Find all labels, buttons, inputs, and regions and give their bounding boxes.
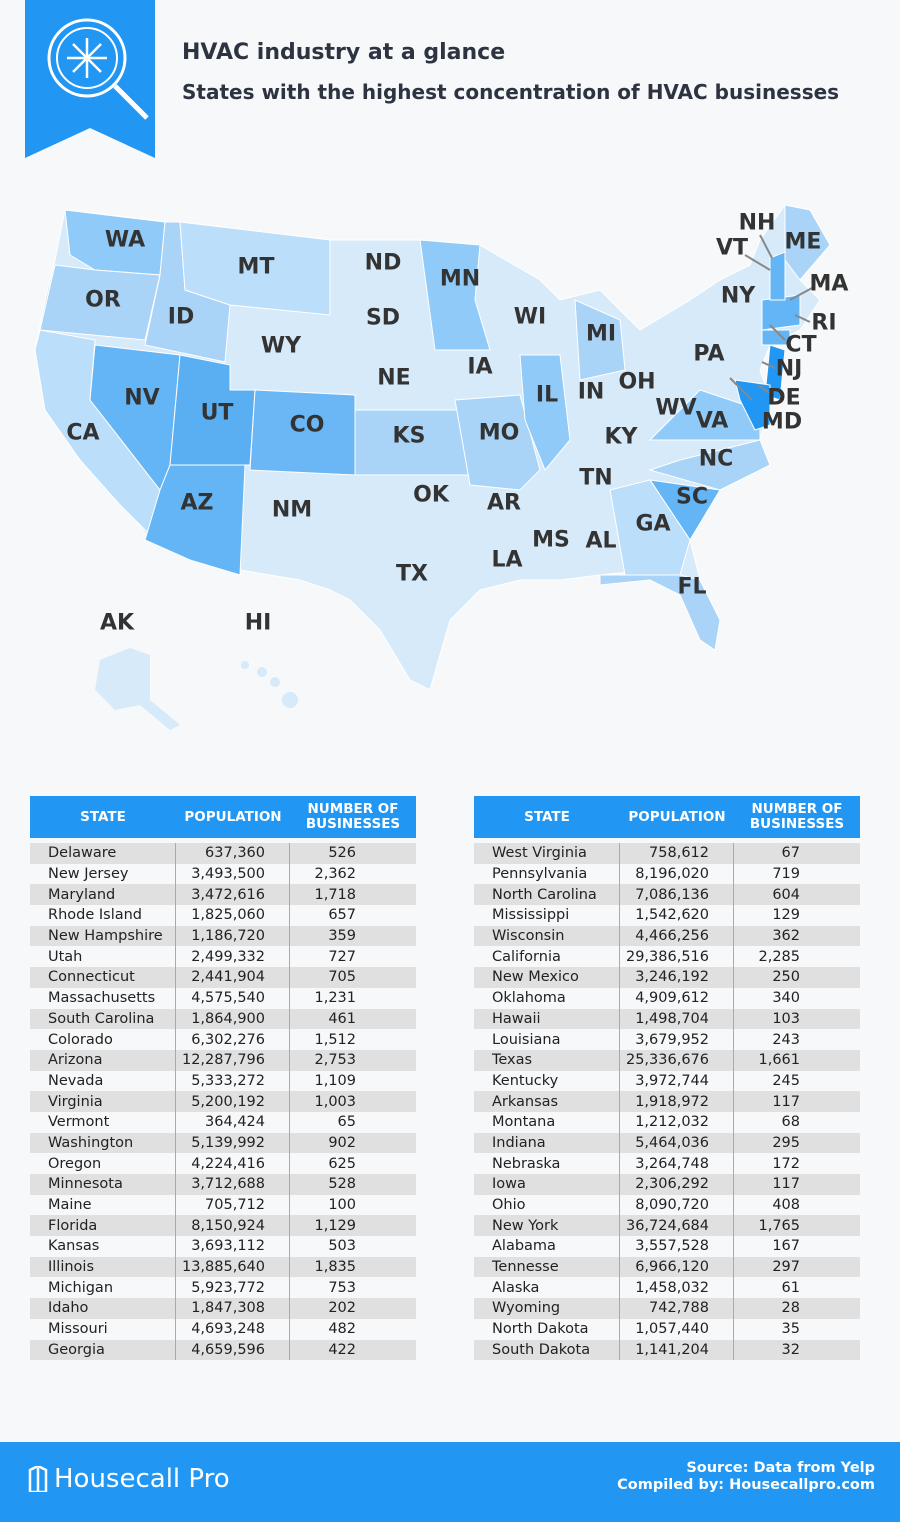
- population-cell: 1,864,900: [176, 1009, 290, 1030]
- table-row: [474, 1153, 860, 1174]
- table-row: [474, 884, 860, 905]
- population-cell: 1,186,720: [176, 926, 290, 947]
- brand-name: Housecall Pro: [54, 1464, 230, 1494]
- state-cell: Indiana: [474, 1133, 620, 1154]
- businesses-cell: 528: [328, 1176, 356, 1193]
- businesses-cell: 32: [781, 1341, 800, 1358]
- header-businesses: NUMBER OF BUSINESSES: [305, 801, 401, 832]
- businesses-cell: 67: [781, 845, 800, 862]
- header-population: POPULATION: [184, 809, 282, 825]
- population-cell: 705,712: [176, 1195, 290, 1216]
- businesses-cell: 1,835: [314, 1259, 356, 1276]
- population-cell: 5,139,992: [176, 1133, 290, 1154]
- hawaii-shape: [241, 661, 298, 708]
- table-row: [474, 1009, 860, 1030]
- state-cell: Kansas: [30, 1236, 176, 1257]
- population-cell: 3,472,616: [176, 884, 290, 905]
- state-cell: Florida: [30, 1215, 176, 1236]
- state-cell: Tennesse: [474, 1257, 620, 1278]
- table-row: [474, 905, 860, 926]
- table-body: [474, 843, 860, 1360]
- businesses-cell: 1,231: [314, 990, 356, 1007]
- table-row: [474, 1133, 860, 1154]
- table-row: [30, 1071, 416, 1092]
- businesses-cell: 625: [328, 1155, 356, 1172]
- table-row: [30, 1091, 416, 1112]
- state-label: DE: [767, 385, 801, 411]
- table-row: [30, 1153, 416, 1174]
- population-cell: 3,246,192: [620, 967, 734, 988]
- population-cell: 29,386,516: [620, 946, 734, 967]
- state-label: NM: [271, 497, 313, 523]
- state-label: MI: [585, 321, 617, 347]
- table-row: [30, 864, 416, 885]
- businesses-cell: 362: [772, 928, 800, 945]
- state-label: IN: [577, 379, 605, 405]
- table-row: [30, 1257, 416, 1278]
- businesses-cell: 1,718: [314, 886, 356, 903]
- table-row: [474, 1319, 860, 1340]
- table-row: [30, 1340, 416, 1361]
- businesses-cell: 2,362: [314, 866, 356, 883]
- state-label: OH: [618, 369, 656, 395]
- state-cell: Hawaii: [474, 1009, 620, 1030]
- table-row: [474, 1277, 860, 1298]
- state-cell: Wisconsin: [474, 926, 620, 947]
- state-cell: Nebraska: [474, 1153, 620, 1174]
- state-label: SC: [676, 484, 708, 510]
- table-row: [474, 1215, 860, 1236]
- businesses-cell: 1,512: [314, 1031, 356, 1048]
- state-label: CO: [289, 412, 325, 438]
- businesses-cell: 100: [328, 1197, 356, 1214]
- businesses-cell: 202: [328, 1300, 356, 1317]
- states-table-left: [30, 796, 416, 1360]
- state-cell: West Virginia: [474, 843, 620, 864]
- state-cell: Alabama: [474, 1236, 620, 1257]
- table-header: [30, 796, 416, 838]
- state-cell: Montana: [474, 1112, 620, 1133]
- state-cell: Wyoming: [474, 1298, 620, 1319]
- state-cell: New Mexico: [474, 967, 620, 988]
- table-row: [474, 1236, 860, 1257]
- table-row: [30, 967, 416, 988]
- logo-icon: [28, 1466, 48, 1492]
- header-state: STATE: [80, 809, 126, 825]
- population-cell: 1,212,032: [620, 1112, 734, 1133]
- population-cell: 4,693,248: [176, 1319, 290, 1340]
- table-row: [474, 1195, 860, 1216]
- state-label: IA: [467, 354, 493, 380]
- businesses-cell: 65: [337, 1114, 356, 1131]
- state-label: HI: [244, 610, 272, 636]
- page-subtitle: States with the highest concentration of HVAC businesses: [182, 80, 840, 104]
- businesses-cell: 295: [772, 1134, 800, 1151]
- population-cell: 1,057,440: [620, 1319, 734, 1340]
- businesses-cell: 172: [772, 1155, 800, 1172]
- population-cell: 2,499,332: [176, 946, 290, 967]
- table-row: [30, 926, 416, 947]
- state-label: SD: [365, 305, 401, 331]
- state-cell: Alaska: [474, 1277, 620, 1298]
- businesses-cell: 719: [772, 866, 800, 883]
- population-cell: 5,333,272: [176, 1071, 290, 1092]
- businesses-cell: 28: [781, 1300, 800, 1317]
- businesses-cell: 461: [328, 1010, 356, 1027]
- table-row: [474, 1050, 860, 1071]
- population-cell: 4,575,540: [176, 988, 290, 1009]
- table-row: [474, 1340, 860, 1361]
- population-cell: 3,712,688: [176, 1174, 290, 1195]
- table-row: [474, 988, 860, 1009]
- state-label: MD: [761, 409, 803, 435]
- population-cell: 5,200,192: [176, 1091, 290, 1112]
- compiled-text: Compiled by: Housecallpro.com: [617, 1477, 875, 1493]
- businesses-cell: 117: [772, 1093, 800, 1110]
- table-row: [30, 1050, 416, 1071]
- population-cell: 3,493,500: [176, 864, 290, 885]
- table-row: [30, 1174, 416, 1195]
- population-cell: 364,424: [176, 1112, 290, 1133]
- table-row: [30, 1029, 416, 1050]
- businesses-cell: 604: [772, 886, 800, 903]
- state-label: MT: [237, 254, 275, 280]
- state-cell: Colorado: [30, 1029, 176, 1050]
- businesses-cell: 705: [328, 969, 356, 986]
- population-cell: 3,264,748: [620, 1153, 734, 1174]
- businesses-cell: 297: [772, 1259, 800, 1276]
- state-label: PA: [693, 341, 725, 367]
- state-label: OR: [85, 287, 121, 313]
- state-label: MN: [439, 266, 481, 292]
- population-cell: 25,336,676: [620, 1050, 734, 1071]
- state-label: NC: [698, 446, 734, 472]
- table-row: [30, 1298, 416, 1319]
- state-cell: Maine: [30, 1195, 176, 1216]
- state-cell: Utah: [30, 946, 176, 967]
- state-cell: Mississippi: [474, 905, 620, 926]
- table-row: [474, 1298, 860, 1319]
- state-label: ND: [364, 250, 402, 276]
- state-cell: New York: [474, 1215, 620, 1236]
- states-table-right: [474, 796, 860, 1360]
- population-cell: 36,724,684: [620, 1215, 734, 1236]
- state-cell: Oregon: [30, 1153, 176, 1174]
- state-cell: Illinois: [30, 1257, 176, 1278]
- businesses-cell: 167: [772, 1238, 800, 1255]
- businesses-cell: 1,661: [758, 1052, 800, 1069]
- table-row: [30, 1195, 416, 1216]
- state-label: NY: [720, 283, 756, 309]
- population-cell: 637,360: [176, 843, 290, 864]
- table-row: [474, 1174, 860, 1195]
- state-label: MO: [478, 420, 520, 446]
- businesses-cell: 503: [328, 1238, 356, 1255]
- businesses-cell: 526: [328, 845, 356, 862]
- table-row: [30, 1236, 416, 1257]
- state-label: KS: [392, 423, 426, 449]
- state-cell: South Carolina: [30, 1009, 176, 1030]
- state-label: AZ: [180, 490, 214, 516]
- businesses-cell: 243: [772, 1031, 800, 1048]
- state-cell: Texas: [474, 1050, 620, 1071]
- businesses-cell: 422: [328, 1341, 356, 1358]
- population-cell: 8,196,020: [620, 864, 734, 885]
- businesses-cell: 68: [781, 1114, 800, 1131]
- table-row: [30, 884, 416, 905]
- state-label: TN: [579, 465, 613, 491]
- table-row: [30, 988, 416, 1009]
- table-row: [474, 946, 860, 967]
- state-cell: Virginia: [30, 1091, 176, 1112]
- table-row: [30, 1112, 416, 1133]
- state-label: MS: [532, 527, 570, 553]
- state-cell: Kentucky: [474, 1071, 620, 1092]
- state-label: GA: [635, 511, 671, 537]
- table-header: [474, 796, 860, 838]
- businesses-cell: 1,003: [314, 1093, 356, 1110]
- table-row: [474, 864, 860, 885]
- population-cell: 4,466,256: [620, 926, 734, 947]
- population-cell: 5,923,772: [176, 1277, 290, 1298]
- state-label: KY: [604, 424, 638, 450]
- state-label: NH: [738, 210, 776, 236]
- table-row: [474, 1071, 860, 1092]
- businesses-cell: 250: [772, 969, 800, 986]
- state-cell: North Carolina: [474, 884, 620, 905]
- state-label: UT: [200, 400, 234, 426]
- population-cell: 2,306,292: [620, 1174, 734, 1195]
- businesses-cell: 61: [781, 1279, 800, 1296]
- table-row: [30, 1009, 416, 1030]
- table-row: [30, 1277, 416, 1298]
- table-row: [474, 1029, 860, 1050]
- population-cell: 1,141,204: [620, 1340, 734, 1361]
- businesses-cell: 2,285: [758, 948, 800, 965]
- source-credit: [617, 1460, 875, 1494]
- population-cell: 4,659,596: [176, 1340, 290, 1361]
- table-row: [30, 1319, 416, 1340]
- population-cell: 1,458,032: [620, 1277, 734, 1298]
- table-row: [474, 843, 860, 864]
- businesses-cell: 117: [772, 1176, 800, 1193]
- header-businesses: NUMBER OF BUSINESSES: [749, 801, 845, 832]
- state-label: AR: [487, 490, 521, 516]
- state-label: CA: [66, 420, 100, 446]
- population-cell: 1,825,060: [176, 905, 290, 926]
- header-state: STATE: [524, 809, 570, 825]
- businesses-cell: 245: [772, 1072, 800, 1089]
- businesses-cell: 129: [772, 907, 800, 924]
- state-cell: New Hampshire: [30, 926, 176, 947]
- businesses-cell: 340: [772, 990, 800, 1007]
- state-cell: Missouri: [30, 1319, 176, 1340]
- state-cell: Arizona: [30, 1050, 176, 1071]
- state-cell: Iowa: [474, 1174, 620, 1195]
- state-cell: Washington: [30, 1133, 176, 1154]
- state-label: NE: [377, 365, 411, 391]
- table-row: [30, 1133, 416, 1154]
- state-label: VA: [695, 408, 729, 434]
- alaska-shape: [95, 648, 180, 730]
- population-cell: 1,498,704: [620, 1009, 734, 1030]
- state-label: WV: [655, 395, 697, 421]
- source-text: Source: Data from Yelp: [686, 1460, 875, 1476]
- population-cell: 5,464,036: [620, 1133, 734, 1154]
- table-body: [30, 843, 416, 1360]
- businesses-cell: 727: [328, 948, 356, 965]
- population-cell: 2,441,904: [176, 967, 290, 988]
- state-cell: Connecticut: [30, 967, 176, 988]
- housecall-pro-logo: [28, 1464, 230, 1494]
- state-cell: Vermont: [30, 1112, 176, 1133]
- businesses-cell: 408: [772, 1197, 800, 1214]
- table-row: [474, 967, 860, 988]
- state-cell: North Dakota: [474, 1319, 620, 1340]
- table-row: [474, 1257, 860, 1278]
- population-cell: 3,972,744: [620, 1071, 734, 1092]
- population-cell: 4,224,416: [176, 1153, 290, 1174]
- businesses-cell: 2,753: [314, 1052, 356, 1069]
- population-cell: 3,679,952: [620, 1029, 734, 1050]
- state-label: CT: [785, 332, 817, 358]
- state-label: ID: [167, 304, 195, 330]
- state-cell: Oklahoma: [474, 988, 620, 1009]
- population-cell: 7,086,136: [620, 884, 734, 905]
- businesses-cell: 103: [772, 1010, 800, 1027]
- state-label: AK: [99, 610, 135, 636]
- businesses-cell: 1,109: [314, 1072, 356, 1089]
- table-row: [474, 1112, 860, 1133]
- state-cell: Massachusetts: [30, 988, 176, 1009]
- population-cell: 3,557,528: [620, 1236, 734, 1257]
- population-cell: 742,788: [620, 1298, 734, 1319]
- businesses-cell: 482: [328, 1321, 356, 1338]
- state-label: NJ: [775, 356, 803, 382]
- page-title: HVAC industry at a glance: [182, 40, 506, 65]
- businesses-cell: 1,765: [758, 1217, 800, 1234]
- state-cell: Georgia: [30, 1340, 176, 1361]
- population-cell: 1,542,620: [620, 905, 734, 926]
- businesses-cell: 753: [328, 1279, 356, 1296]
- state-label: RI: [811, 310, 837, 336]
- state-cell: Arkansas: [474, 1091, 620, 1112]
- footer: [0, 1442, 900, 1522]
- state-cell: Maryland: [30, 884, 176, 905]
- state-label: WA: [104, 227, 146, 253]
- businesses-cell: 359: [328, 928, 356, 945]
- state-cell: New Jersey: [30, 864, 176, 885]
- state-cell: Minnesota: [30, 1174, 176, 1195]
- businesses-cell: 35: [781, 1321, 800, 1338]
- state-label: IL: [535, 382, 559, 408]
- table-row: [474, 926, 860, 947]
- state-label: ME: [784, 229, 822, 255]
- state-label: VT: [715, 235, 749, 261]
- state-label: WI: [513, 304, 547, 330]
- state-cell: Michigan: [30, 1277, 176, 1298]
- table-row: [30, 1215, 416, 1236]
- state-label: TX: [396, 561, 428, 587]
- businesses-cell: 657: [328, 907, 356, 924]
- state-cell: Rhode Island: [30, 905, 176, 926]
- population-cell: 6,302,276: [176, 1029, 290, 1050]
- businesses-cell: 1,129: [314, 1217, 356, 1234]
- population-cell: 758,612: [620, 843, 734, 864]
- population-cell: 6,966,120: [620, 1257, 734, 1278]
- state-cell: California: [474, 946, 620, 967]
- table-row: [30, 905, 416, 926]
- population-cell: 3,693,112: [176, 1236, 290, 1257]
- businesses-cell: 902: [328, 1134, 356, 1151]
- state-label: WY: [260, 333, 302, 359]
- population-cell: 8,150,924: [176, 1215, 290, 1236]
- table-row: [30, 843, 416, 864]
- state-cell: Idaho: [30, 1298, 176, 1319]
- state-label: OK: [413, 482, 449, 508]
- hvac-badge-icon: [25, 0, 155, 158]
- state-cell: Nevada: [30, 1071, 176, 1092]
- population-cell: 1,918,972: [620, 1091, 734, 1112]
- state-cell: Ohio: [474, 1195, 620, 1216]
- population-cell: 8,090,720: [620, 1195, 734, 1216]
- state-label: NV: [124, 385, 160, 411]
- state-cell: Louisiana: [474, 1029, 620, 1050]
- table-row: [474, 1091, 860, 1112]
- state-cell: Pennsylvania: [474, 864, 620, 885]
- state-cell: Delaware: [30, 843, 176, 864]
- population-cell: 13,885,640: [176, 1257, 290, 1278]
- population-cell: 12,287,796: [176, 1050, 290, 1071]
- table-row: [30, 946, 416, 967]
- header-population: POPULATION: [628, 809, 726, 825]
- state-label: AL: [585, 528, 617, 554]
- state-cell: South Dakota: [474, 1340, 620, 1361]
- state-label: FL: [677, 574, 707, 600]
- population-cell: 1,847,308: [176, 1298, 290, 1319]
- us-choropleth-map: [0, 190, 900, 750]
- state-label: MA: [809, 271, 849, 297]
- state-label: LA: [491, 547, 523, 573]
- population-cell: 4,909,612: [620, 988, 734, 1009]
